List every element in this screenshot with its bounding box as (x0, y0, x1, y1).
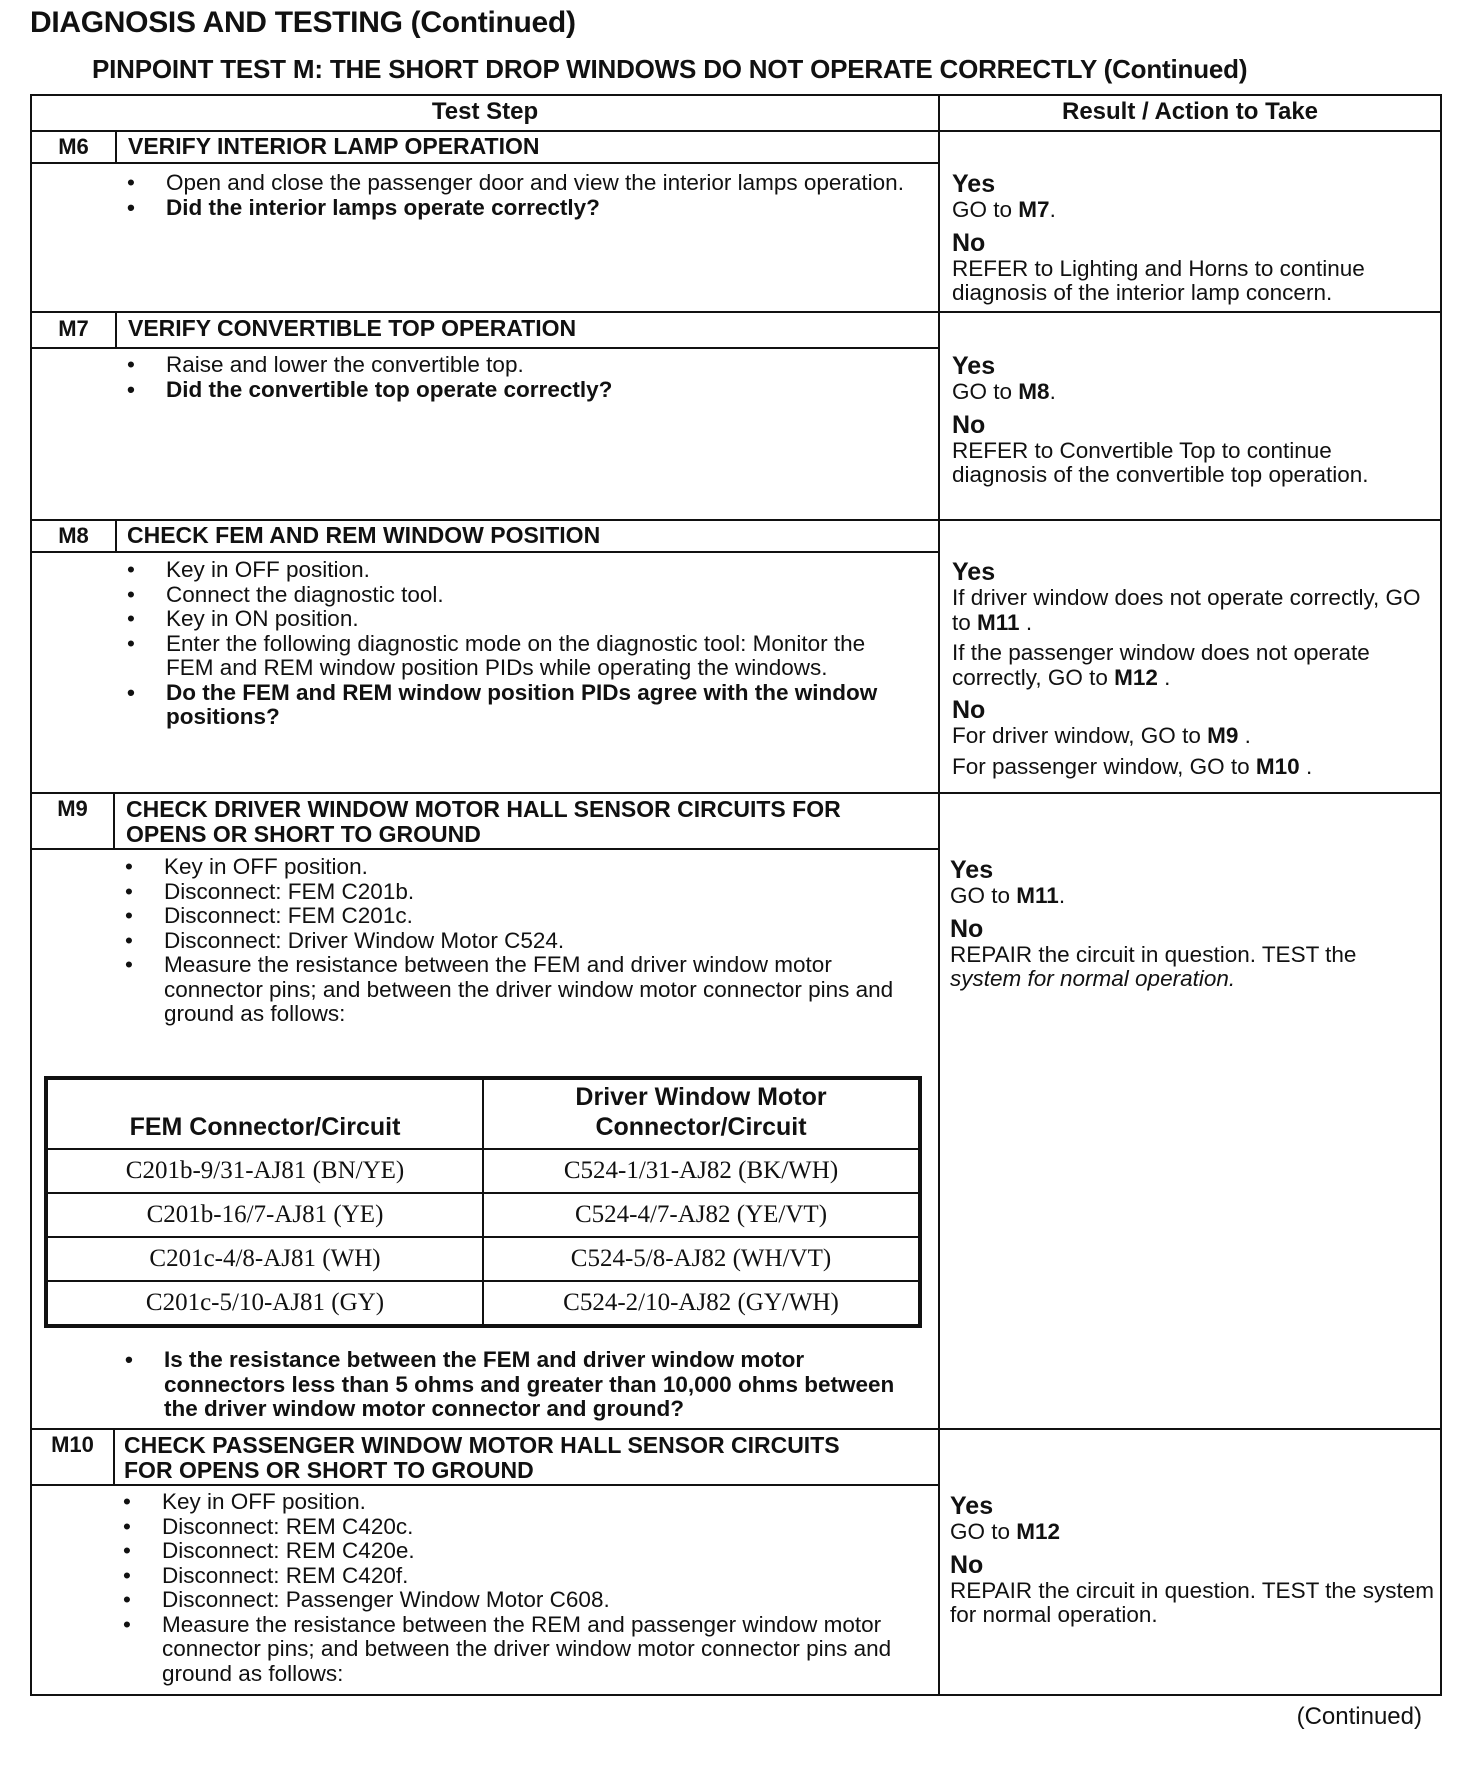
result-m6: Yes GO to M7. No REFER to Lighting and Horns to continue diagnosis of the interior lamp concern. (952, 170, 1432, 312)
step-instructions-m9 (125, 855, 915, 1027)
table-cell: C524-5/8-AJ82 (WH/VT) (483, 1237, 919, 1281)
table-row (47, 1281, 919, 1325)
step-instructions-m6 (127, 171, 917, 220)
step-id-m8: M8 (58, 523, 89, 548)
table-row (47, 1193, 919, 1237)
step-id-m7: M7 (58, 316, 89, 341)
no-label: No (952, 228, 986, 257)
list-item: • Disconnect: Driver Window Motor C524. (125, 929, 915, 954)
result-m7: Yes GO to M8. No REFER to Convertible Top to continue diagnosis of the convertible top operation. (952, 352, 1432, 494)
yes-label: Yes (950, 1492, 994, 1520)
step-title-m6: VERIFY INTERIOR LAMP OPERATION (128, 133, 540, 159)
step-question-m7: • Did the convertible top operate correctly? (127, 378, 917, 403)
result-text: REPAIR the circuit in question. TEST the system for normal operation. (950, 1577, 1434, 1627)
table-cell: C201c-4/8-AJ81 (WH) (47, 1237, 483, 1281)
list-item: • Key in OFF position. (123, 1490, 913, 1515)
yes-label: Yes (950, 856, 994, 884)
step-link-m12[interactable]: M12 (1016, 1519, 1061, 1544)
list-item: • Measure the resistance between the FEM and driver window motor connector pins; and between the driver window motor connector pins and ground as follows: (125, 953, 915, 1027)
result-text: For passenger window, GO to (952, 753, 1250, 779)
step-id-m10: M10 (51, 1432, 94, 1457)
step-link-m12[interactable]: M12 (1114, 664, 1158, 690)
list-item: • Disconnect: Passenger Window Motor C608. (123, 1588, 913, 1613)
list-item: • Open and close the passenger door and view the interior lamps operation. (127, 171, 917, 196)
result-m10 (950, 1492, 1435, 1634)
table-cell: C201b-16/7-AJ81 (YE) (47, 1193, 483, 1237)
result-text: If the passenger window does not operate correctly, GO to (952, 640, 1370, 690)
result-text: REPAIR the circuit in question. TEST the (950, 941, 1357, 967)
column-header-test-step: Test Step (431, 98, 539, 125)
no-label: No (950, 1550, 984, 1579)
table-cell: C524-4/7-AJ82 (YE/VT) (483, 1193, 919, 1237)
step-link-m11[interactable]: M11 (1016, 883, 1059, 908)
step-link-m7[interactable]: M7 (1018, 197, 1050, 222)
connector-table-m9 (44, 1076, 922, 1328)
step-link-m11[interactable]: M11 (977, 609, 1020, 635)
connector-header-motor: Driver Window Motor Connector/Circuit (483, 1079, 919, 1149)
table-row (47, 1149, 919, 1193)
yes-label: Yes (952, 170, 996, 198)
result-text: GO to (950, 1519, 1011, 1544)
column-header-result: Result / Action to Take (1061, 98, 1319, 125)
list-item: • Disconnect: REM C420f. (123, 1564, 913, 1589)
step-id-m9: M9 (57, 796, 88, 821)
step-link-m8[interactable]: M8 (1018, 379, 1050, 404)
step-link-m10[interactable]: M10 (1255, 753, 1300, 779)
table-cell: C201c-5/10-AJ81 (GY) (47, 1281, 483, 1325)
result-text: REFER to Lighting and Horns to continue diagnosis of the interior lamp concern. (952, 255, 1365, 305)
table-row (47, 1237, 919, 1281)
step-question-list-m9 (125, 1348, 915, 1422)
pinpoint-test-title: PINPOINT TEST M: THE SHORT DROP WINDOWS DO NOT OPERATE CORRECTLY (Continued) (92, 54, 1248, 84)
result-m9: Yes GO to M11. No REPAIR the circuit in question. TEST the system for normal operation. (950, 856, 1435, 992)
list-item: • Key in ON position. (127, 607, 917, 632)
connector-header-fem: FEM Connector/Circuit (47, 1079, 483, 1149)
result-text: GO to (952, 379, 1013, 404)
result-m8: Yes If driver window does not operate correctly, GO to M11 . If the passenger window does not operate correctly, GO to M12 . No For driver window, GO to M9 . For passenger window, GO to M10 . (952, 558, 1437, 785)
no-label: No (950, 914, 984, 943)
step-title-m10: CHECK PASSENGER WINDOW MOTOR HALL SENSOR CIRCUITS FOR OPENS OR SHORT TO GROUND (124, 1432, 840, 1483)
list-item: • Key in OFF position. (125, 855, 915, 880)
list-item: • Measure the resistance between the REM and passenger window motor connector pins; and between the driver window motor connector pins and ground as follows: (123, 1613, 913, 1687)
table-cell: C524-2/10-AJ82 (GY/WH) (483, 1281, 919, 1325)
no-label: No (952, 696, 986, 724)
list-item: • Disconnect: REM C420c. (123, 1515, 913, 1540)
step-id-m6: M6 (58, 134, 89, 159)
result-text: system for normal operation. (950, 966, 1236, 991)
list-item: • Key in OFF position. (127, 558, 917, 583)
table-cell: C201b-9/31-AJ81 (BN/YE) (47, 1149, 483, 1193)
step-question-m8: • Do the FEM and REM window position PIDs agree with the window positions? (127, 681, 917, 730)
step-question-m6: • Did the interior lamps operate correctly? (127, 196, 917, 221)
step-title-m8: CHECK FEM AND REM WINDOW POSITION (127, 522, 601, 548)
no-label: No (952, 410, 986, 439)
list-item: • Disconnect: FEM C201b. (125, 880, 915, 905)
list-item: • Enter the following diagnostic mode on the diagnostic tool: Monitor the FEM and REM window position PIDs while operating the windows. (127, 632, 917, 681)
list-item: • Raise and lower the convertible top. (127, 353, 917, 378)
continued-label: (Continued) (1296, 1703, 1422, 1730)
step-instructions-m10 (123, 1490, 913, 1686)
step-title-m7: VERIFY CONVERTIBLE TOP OPERATION (128, 315, 577, 341)
step-link-m9[interactable]: M9 (1207, 723, 1239, 748)
result-text: If driver window does not operate correctly, GO to (952, 585, 1421, 635)
list-item: • Disconnect: FEM C201c. (125, 904, 915, 929)
list-item: • Disconnect: REM C420e. (123, 1539, 913, 1564)
yes-label: Yes (952, 558, 996, 586)
step-instructions-m7 (127, 353, 917, 402)
result-text: For driver window, GO to (952, 723, 1201, 748)
result-text: GO to (952, 197, 1013, 222)
table-cell: C524-1/31-AJ82 (BK/WH) (483, 1149, 919, 1193)
step-question-m9: • Is the resistance between the FEM and driver window motor connectors less than 5 ohms and greater than 10,000 ohms between the driver window motor connector and ground? (125, 1348, 915, 1422)
step-title-m9: CHECK DRIVER WINDOW MOTOR HALL SENSOR CIRCUITS FOR OPENS OR SHORT TO GROUND (126, 796, 841, 847)
yes-label: Yes (952, 352, 996, 380)
result-text: GO to (950, 883, 1011, 908)
result-text: REFER to Convertible Top to continue diagnosis of the convertible top operation. (952, 437, 1369, 487)
list-item: • Connect the diagnostic tool. (127, 583, 917, 608)
step-instructions-m8 (127, 558, 917, 730)
page-title: DIAGNOSIS AND TESTING (Continued) (30, 6, 576, 39)
